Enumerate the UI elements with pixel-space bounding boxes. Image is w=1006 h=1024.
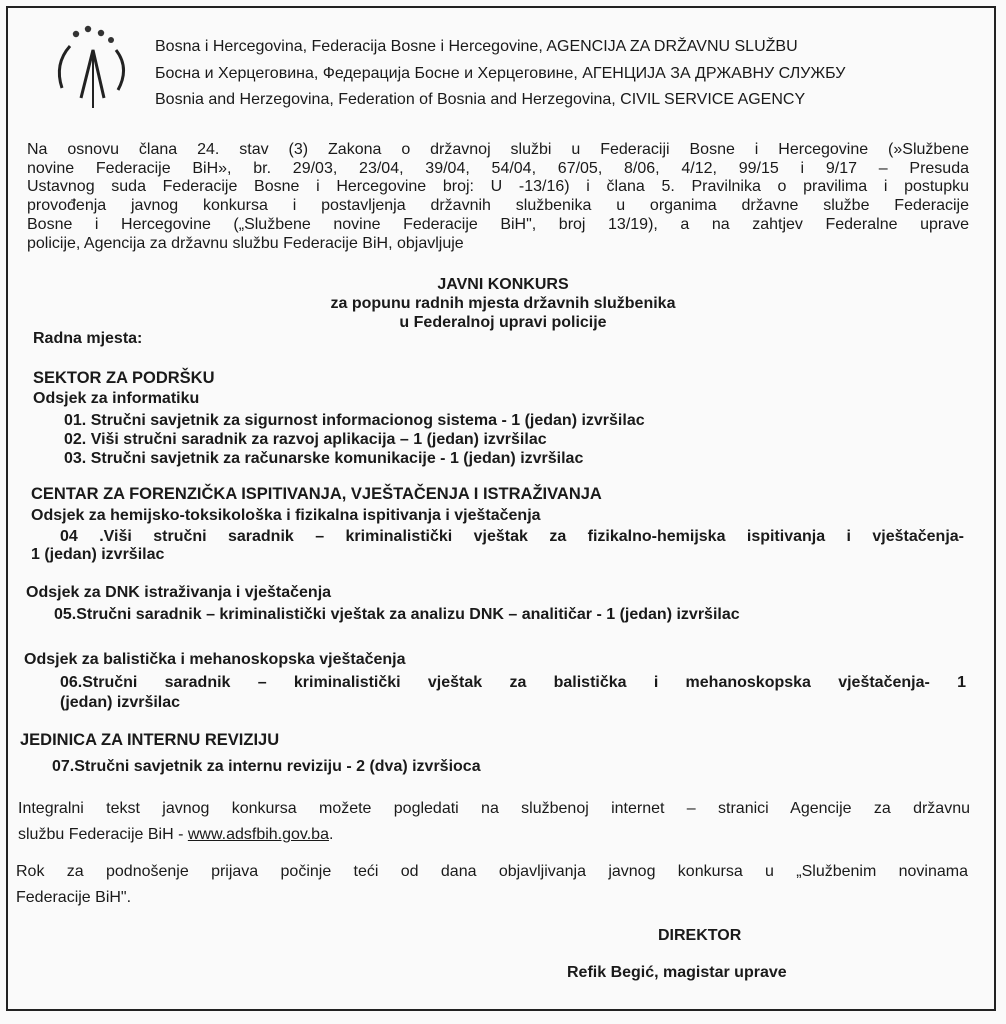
position-item: 03. Stručni savjetnik za računarske komunikacije - 1 (jedan) izvršilac (64, 450, 584, 467)
document-subtitle: za popunu radnih mjesta državnih službenika (330, 295, 676, 312)
intro-line: Na osnovu člana 24. stav (3) Zakona o državnoj službi u Federaciji Bosne i Hercegovine (»Službene (27, 141, 969, 158)
signature-role: DIREKTOR (658, 927, 742, 944)
department-heading: Odsjek za hemijsko-toksikološka i fizikalna ispitivanja i vještačenja (31, 507, 541, 524)
document-title: JAVNI KONKURS (437, 276, 569, 293)
signature-name: Refik Begić, magistar uprave (567, 964, 787, 981)
position-item: 01. Stručni savjetnik za sigurnost informacionog sistema - 1 (jedan) izvršilac (64, 412, 645, 429)
integral-text-line2 (18, 826, 333, 844)
integral-prefix: službu Federacije BiH - (18, 826, 188, 843)
deadline-text-line2: Federacije BiH". (16, 889, 132, 906)
header-line-serbian: Босна и Херцеговина, Федерација Босне и Херцеговине, АГЕНЦИЈА ЗА ДРЖАВНУ СЛУЖБУ (155, 65, 846, 82)
position-item: 05.Stručni saradnik – kriminalistički vještak za analizu DNK – analitičar - 1 (jedan) izvršilac (54, 606, 740, 623)
intro-line: Bosne i Hercegovine („Službene novine Federacije BiH", broj 13/19), a na zahtjev Federalne uprave (27, 215, 969, 233)
department-heading: Odsjek za balistička i mehanoskopska vještačenja (24, 651, 406, 668)
intro-line: Ustavnog suda Federacije Bosne i Hercegovine broj: U -13/16) i člana 5. Pravilnika o pravilima i postupku (27, 178, 969, 196)
center-heading: CENTAR ZA FORENZIČKA ISPITIVANJA, VJEŠTAČENJA I ISTRAŽIVANJA (31, 485, 602, 503)
deadline-text-line: Rok za podnošenje prijava počinje teći od dana objavljivanja javnog konkursa u „Službenim novinama (16, 863, 968, 880)
intro-line: policije, Agencija za državnu službu Federacije BiH, objavljuje (27, 234, 464, 252)
header-line-english: Bosnia and Herzegovina, Federation of Bosnia and Herzegovina, CIVIL SERVICE AGENCY (155, 91, 806, 108)
agency-logo-icon (48, 24, 138, 120)
department-heading: Odsjek za informatiku (33, 390, 200, 407)
position-item: 07.Stručni savjetnik za internu reviziju - 2 (dva) izvršioca (52, 758, 481, 775)
header-line-bosnian: Bosna i Hercegovina, Federacija Bosne i Hercegovine, AGENCIJA ZA DRŽAVNU SLUŽBU (155, 38, 798, 55)
integral-suffix: . (328, 826, 334, 843)
position-item-cont: 1 (jedan) izvršilac (31, 546, 165, 563)
integral-text-line: Integralni tekst javnog konkursa možete pogledati na službenoj internet – stranici Agencije za državnu (18, 800, 970, 817)
sector-heading: SEKTOR ZA PODRŠKU (33, 369, 215, 387)
agency-website-link[interactable]: www.adsfbih.gov.ba (187, 826, 329, 843)
department-heading: Odsjek za DNK istraživanja i vještačenja (26, 584, 332, 601)
intro-line: provođenja javnog konkursa i postavljenja državnih službenika u organima državne službe Federacije (27, 197, 969, 215)
unit-heading: JEDINICA ZA INTERNU REVIZIJU (20, 731, 280, 749)
position-item-cont: (jedan) izvršilac (60, 694, 181, 711)
position-item: 04 .Viši stručni saradnik – kriminalistički vještak za fizikalno-hemijska ispitivanja i vještačenja- (60, 528, 964, 545)
intro-paragraph (27, 141, 969, 253)
document-subtitle-2: u Federalnoj upravi policije (399, 314, 607, 331)
position-item: 02. Viši stručni saradnik za razvoj aplikacija – 1 (jedan) izvršilac (64, 431, 547, 448)
position-item: 06.Stručni saradnik – kriminalistički vještak za balistička i mehanoskopska vještačenja- 1 (60, 674, 966, 691)
agency-header (48, 24, 988, 120)
positions-label: Radna mjesta: (33, 330, 143, 347)
intro-line: novine Federacije BiH», br. 29/03, 23/04, 39/04, 54/04, 67/05, 8/06, 4/12, 99/15 i 9/17 – Presuda (27, 159, 969, 177)
